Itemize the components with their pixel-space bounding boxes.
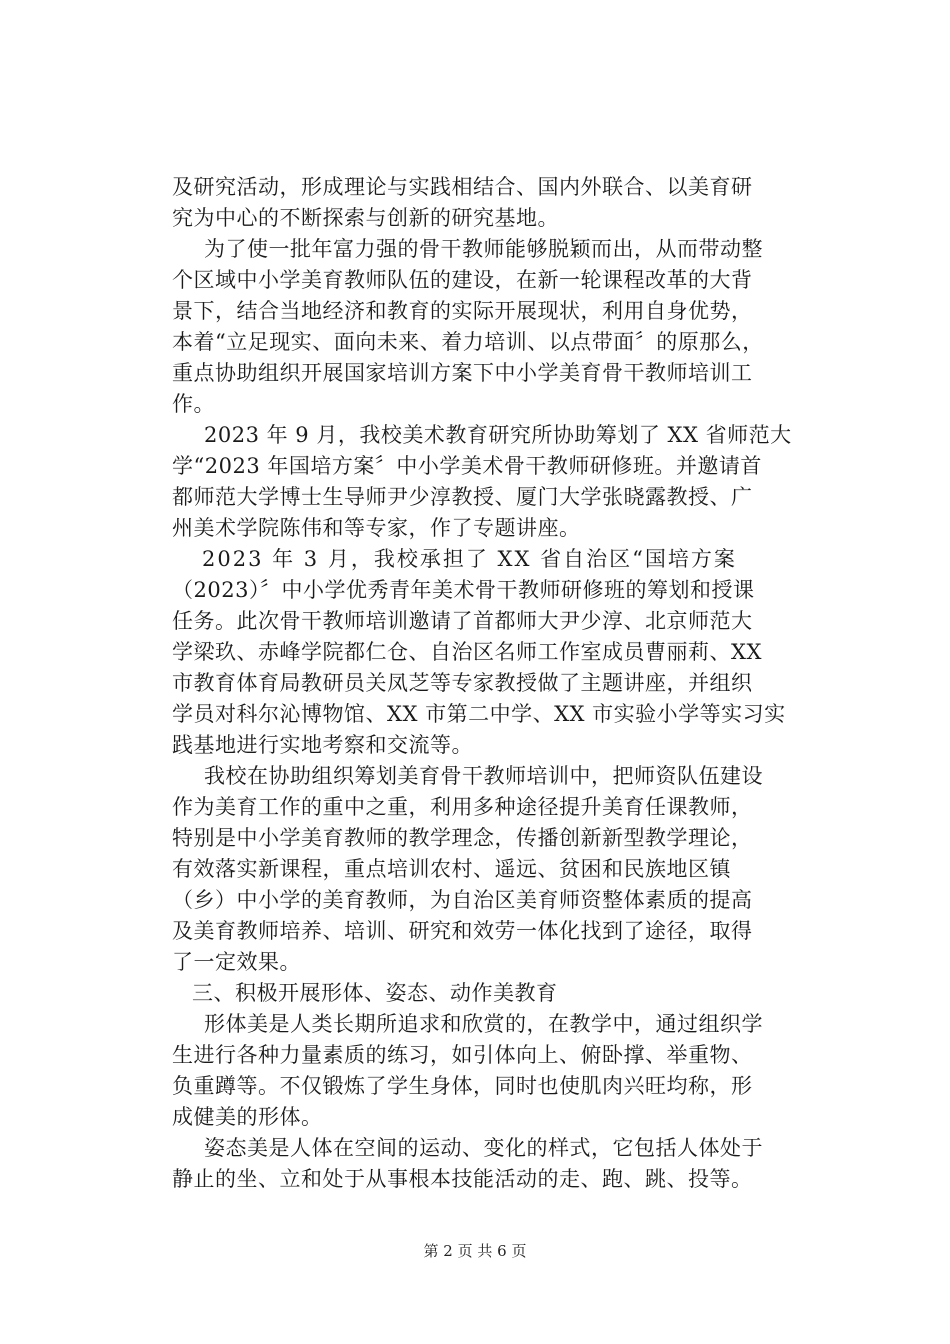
text-line: 成健美的形体。 — [172, 1105, 323, 1129]
document-body — [172, 172, 840, 1195]
text-line: 为了使一批年富力强的骨干教师能够脱颖而出，从而带动整 — [204, 237, 763, 261]
text-line: 践基地进行实地考察和交流等。 — [172, 733, 473, 757]
text-line: 生进行各种力量素质的练习，如引体向上、俯卧撑、举重物、 — [172, 1043, 753, 1067]
text-line: 重点协助组织开展国家培训方案下中小学美育骨干教师培训工 — [172, 361, 753, 385]
text-line: 特别是中小学美育教师的教学理念，传播创新新型教学理论， — [172, 826, 753, 850]
text-line: 个区域中小学美育教师队伍的建设，在新一轮课程改革的大背 — [172, 268, 753, 292]
text-line: 姿态美是人体在空间的运动、变化的样式，它包括人体处于 — [204, 1136, 763, 1160]
text-line: 学梁玖、赤峰学院都仁仓、自治区名师工作室成员曹丽莉、XX — [172, 640, 762, 664]
text-line: 有效落实新课程，重点培训农村、遥远、贫困和民族地区镇 — [172, 857, 731, 881]
page-number-footer: 第 2 页 共 6 页 — [423, 1242, 527, 1260]
text-line: （乡）中小学的美育教师，为自治区美育师资整体素质的提高 — [172, 888, 753, 912]
text-line: 2023 年 3 月，我校承担了 XX 省自治区“国培方案 — [202, 547, 737, 571]
text-line: 2023 年 9 月，我校美术教育研究所协助筹划了 XX 省师范大 — [204, 423, 792, 447]
section-heading: 三、积极开展形体、姿态、动作美教育 — [192, 981, 558, 1005]
text-line: 了一定效果。 — [172, 950, 301, 974]
text-line: 作为美育工作的重中之重，利用多种途径提升美育任课教师， — [172, 795, 753, 819]
text-line: 究为中心的不断探索与创新的研究基地。 — [172, 206, 559, 230]
text-line: 形体美是人类长期所追求和欣赏的，在教学中，通过组织学 — [204, 1012, 763, 1036]
text-line: 及美育教师培养、培训、研究和效劳一体化找到了途径，取得 — [172, 919, 753, 943]
text-line: （2023）〞中小学优秀青年美术骨干教师研修班的筹划和授课 — [172, 578, 755, 602]
text-line: 市教育体育局教研员关凤芝等专家教授做了主题讲座，并组织 — [172, 671, 753, 695]
text-line: 及研究活动，形成理论与实践相结合、国内外联合、以美育研 — [172, 175, 753, 199]
text-line: 都师范大学博士生导师尹少淳教授、厦门大学张晓露教授、广 — [172, 485, 753, 509]
text-line: 我校在协助组织筹划美育骨干教师培训中，把师资队伍建设 — [204, 764, 763, 788]
text-line: 负重蹲等。不仅锻炼了学生身体，同时也使肌肉兴旺均称，形 — [172, 1074, 753, 1098]
text-line: 任务。此次骨干教师培训邀请了首都师大尹少淳、北京师范大 — [172, 609, 753, 633]
text-line: 作。 — [172, 392, 215, 416]
text-line: 景下，结合当地经济和教育的实际开展现状，利用自身优势， — [172, 299, 753, 323]
text-line: 州美术学院陈伟和等专家，作了专题讲座。 — [172, 516, 581, 540]
text-line: 静止的坐、立和处于从事根本技能活动的走、跑、跳、投等。 — [172, 1167, 753, 1191]
text-line: 本着“立足现实、面向未来、着力培训、以点带面〞的原那么， — [172, 330, 764, 354]
text-line: 学员对科尔沁博物馆、XX 市第二中学、XX 市实验小学等实习实 — [172, 702, 786, 726]
text-line: 学“2023 年国培方案〞中小学美术骨干教师研修班。并邀请首 — [172, 454, 762, 478]
